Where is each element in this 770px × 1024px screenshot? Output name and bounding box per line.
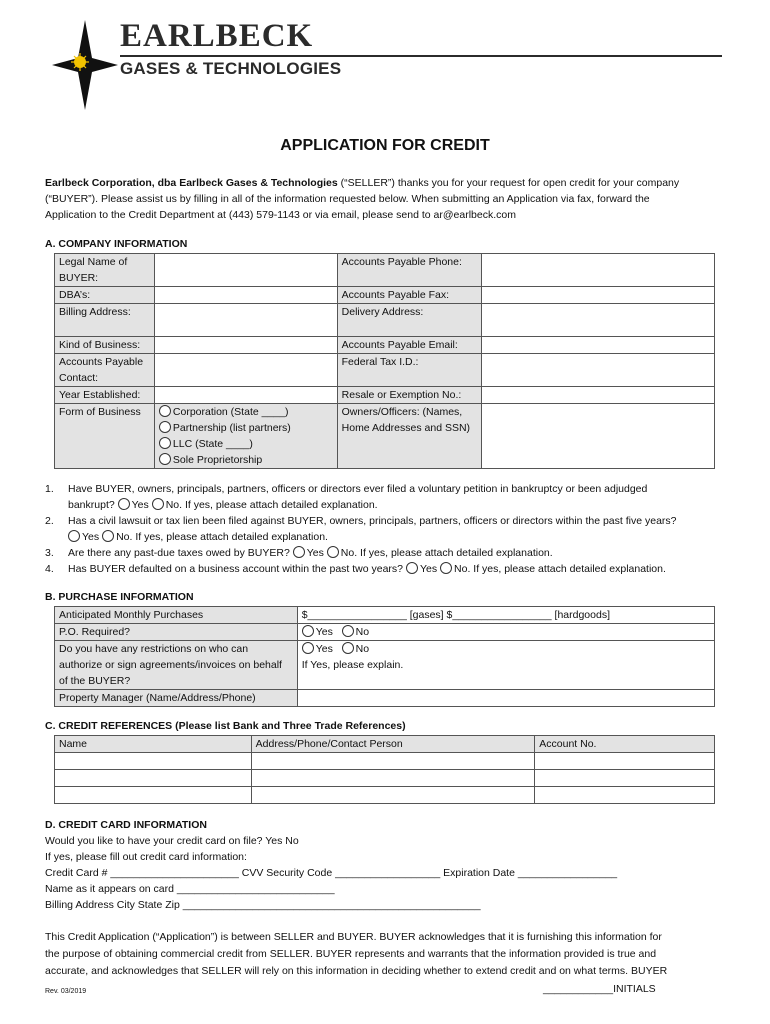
owners-officers-field[interactable]	[481, 404, 715, 469]
q1-yes-radio[interactable]	[118, 498, 130, 510]
card-number-line[interactable]: Credit Card # ______________________ CVV Security Code __________________ Expiration Date _________________	[45, 867, 618, 879]
restrictions-field: Yes No If Yes, please explain.	[297, 641, 714, 690]
brand-divider	[120, 55, 722, 57]
legal-name-label: Legal Name of BUYER:	[55, 254, 155, 287]
q4-yes-radio[interactable]	[406, 562, 418, 574]
brand-name: EARLBECK	[120, 18, 314, 54]
table-row	[55, 770, 715, 787]
col-account-header: Account No.	[535, 736, 715, 753]
purchase-info-table	[54, 606, 715, 707]
intro-paragraph	[45, 175, 727, 223]
company-info-table	[54, 253, 715, 469]
monthly-purchases-label: Anticipated Monthly Purchases	[55, 607, 298, 624]
po-yes-radio[interactable]	[302, 625, 314, 637]
dba-field[interactable]	[154, 287, 337, 304]
intro-company: Earlbeck Corporation, dba Earlbeck Gases & Technologies	[45, 177, 338, 189]
radio-icon[interactable]	[159, 405, 171, 417]
owners-officers-label: Owners/Officers: (Names, Home Addresses and SSN)	[337, 404, 481, 469]
closing-paragraph	[45, 929, 727, 980]
brand-subtitle: GASES & TECHNOLOGIES	[120, 59, 342, 78]
ap-email-label: Accounts Payable Email:	[337, 337, 481, 354]
intro-line3: Application to the Credit Department at (443) 579-1143 or via email, please send to ar@earlbeck.com	[45, 209, 516, 221]
kind-of-business-field[interactable]	[154, 337, 337, 354]
option-llc[interactable]: LLC (State ____)	[159, 436, 333, 452]
radio-icon[interactable]	[159, 453, 171, 465]
federal-tax-label: Federal Tax I.D.:	[337, 354, 481, 387]
table-row	[55, 787, 715, 804]
q2-yes-radio[interactable]	[68, 530, 80, 542]
ap-contact-field[interactable]	[154, 354, 337, 387]
question-3: 3. Are there any past-due taxes owed by BUYER? Yes No. If yes, please attach detailed explanation.	[45, 547, 553, 559]
question-4: 4. Has BUYER defaulted on a business account within the past two years? Yes No. If yes, please attach detailed explanation.	[45, 563, 666, 575]
section-a-heading: A. COMPANY INFORMATION	[45, 238, 188, 250]
po-required-options: Yes No	[297, 624, 714, 641]
option-partnership[interactable]: Partnership (list partners)	[159, 420, 333, 436]
section-c-heading: C. CREDIT REFERENCES (Please list Bank and Three Trade References)	[45, 720, 406, 732]
monthly-purchases-field[interactable]: $_________________ [gases] $_________________ [hardgoods]	[297, 607, 714, 624]
legal-name-field[interactable]	[154, 254, 337, 287]
closing-line1: This Credit Application (“Application”) is between SELLER and BUYER. BUYER acknowledges that it is furnishing this information for	[45, 931, 662, 943]
section-b-heading: B. PURCHASE INFORMATION	[45, 591, 194, 603]
page-title: APPLICATION FOR CREDIT	[280, 137, 490, 154]
card-billing-line[interactable]: Billing Address City State Zip ___________________________________________________	[45, 899, 481, 911]
card-name-line[interactable]: Name as it appears on card ___________________________	[45, 883, 335, 895]
resale-field[interactable]	[481, 387, 715, 404]
federal-tax-field[interactable]	[481, 354, 715, 387]
section-d-heading: D. CREDIT CARD INFORMATION	[45, 819, 207, 831]
property-manager-field[interactable]	[297, 690, 714, 707]
po-no-radio[interactable]	[342, 625, 354, 637]
q3-yes-radio[interactable]	[293, 546, 305, 558]
delivery-address-label: Delivery Address:	[337, 304, 481, 337]
intro-line1: (“SELLER”) thanks you for your request for open credit for your company	[337, 177, 680, 189]
billing-address-label: Billing Address:	[55, 304, 155, 337]
q1-no-radio[interactable]	[152, 498, 164, 510]
q4-no-radio[interactable]	[440, 562, 452, 574]
radio-icon[interactable]	[159, 421, 171, 433]
ap-phone-field[interactable]	[481, 254, 715, 287]
kind-of-business-label: Kind of Business:	[55, 337, 155, 354]
initials-line[interactable]: ____________INITIALS	[543, 983, 656, 995]
radio-icon[interactable]	[159, 437, 171, 449]
col-name-header: Name	[55, 736, 252, 753]
ap-phone-label: Accounts Payable Phone:	[337, 254, 481, 287]
restrict-yes-radio[interactable]	[302, 642, 314, 654]
col-address-header: Address/Phone/Contact Person	[251, 736, 535, 753]
restrictions-label: Do you have any restrictions on who can authorize or sign agreements/invoices on behalf of the BUYER?	[55, 641, 298, 690]
closing-line2: the purpose of obtaining commercial credit from SELLER. BUYER represents and warrants that the information provided is true and	[45, 948, 657, 960]
dba-label: DBA’s:	[55, 287, 155, 304]
intro-line2: (“BUYER”). Please assist us by filling in all of the information requested below. When submitting an Application via fax, forward the	[45, 193, 650, 205]
question-1: 1. Have BUYER, owners, principals, partners, officers or directors ever filed a voluntary petition in bankruptcy or been adjudged bankrupt? Yes No. If yes, please attach detailed explanation.	[45, 483, 648, 511]
option-corporation[interactable]: Corporation (State ____)	[159, 404, 333, 420]
po-required-label: P.O. Required?	[55, 624, 298, 641]
form-of-business-label: Form of Business	[55, 404, 155, 469]
option-sole-proprietorship[interactable]: Sole Proprietorship	[159, 452, 333, 468]
credit-references-table	[54, 735, 715, 804]
resale-label: Resale or Exemption No.:	[337, 387, 481, 404]
q2-no-radio[interactable]	[102, 530, 114, 542]
restrict-no-radio[interactable]	[342, 642, 354, 654]
disclosure-questions	[45, 481, 735, 577]
card-on-file-question: Would you like to have your credit card on file? Yes No	[45, 835, 299, 847]
delivery-address-field[interactable]	[481, 304, 715, 337]
revision-date: Rev. 03/2019	[45, 988, 87, 995]
ap-email-field[interactable]	[481, 337, 715, 354]
billing-address-field[interactable]	[154, 304, 337, 337]
property-manager-label: Property Manager (Name/Address/Phone)	[55, 690, 298, 707]
form-of-business-options	[154, 404, 337, 469]
explain-text: If Yes, please explain.	[301, 659, 404, 671]
year-established-label: Year Established:	[55, 387, 155, 404]
table-row	[55, 753, 715, 770]
ap-fax-field[interactable]	[481, 287, 715, 304]
question-2: 2. Has a civil lawsuit or tax lien been filed against BUYER, owners, principals, partners, officers or directors within the past five years? Yes No. If yes, please attach detailed explanation.	[45, 515, 677, 543]
ap-fax-label: Accounts Payable Fax:	[337, 287, 481, 304]
q3-no-radio[interactable]	[327, 546, 339, 558]
ap-contact-label: Accounts Payable Contact:	[55, 354, 155, 387]
year-established-field[interactable]	[154, 387, 337, 404]
card-instruction: If yes, please fill out credit card information:	[45, 851, 247, 863]
credit-card-section	[45, 817, 617, 913]
closing-line3: accurate, and acknowledges that SELLER will rely on this information in deciding whether to extend credit and on what terms. BUYER	[45, 965, 668, 977]
earlbeck-star-logo	[52, 20, 118, 110]
